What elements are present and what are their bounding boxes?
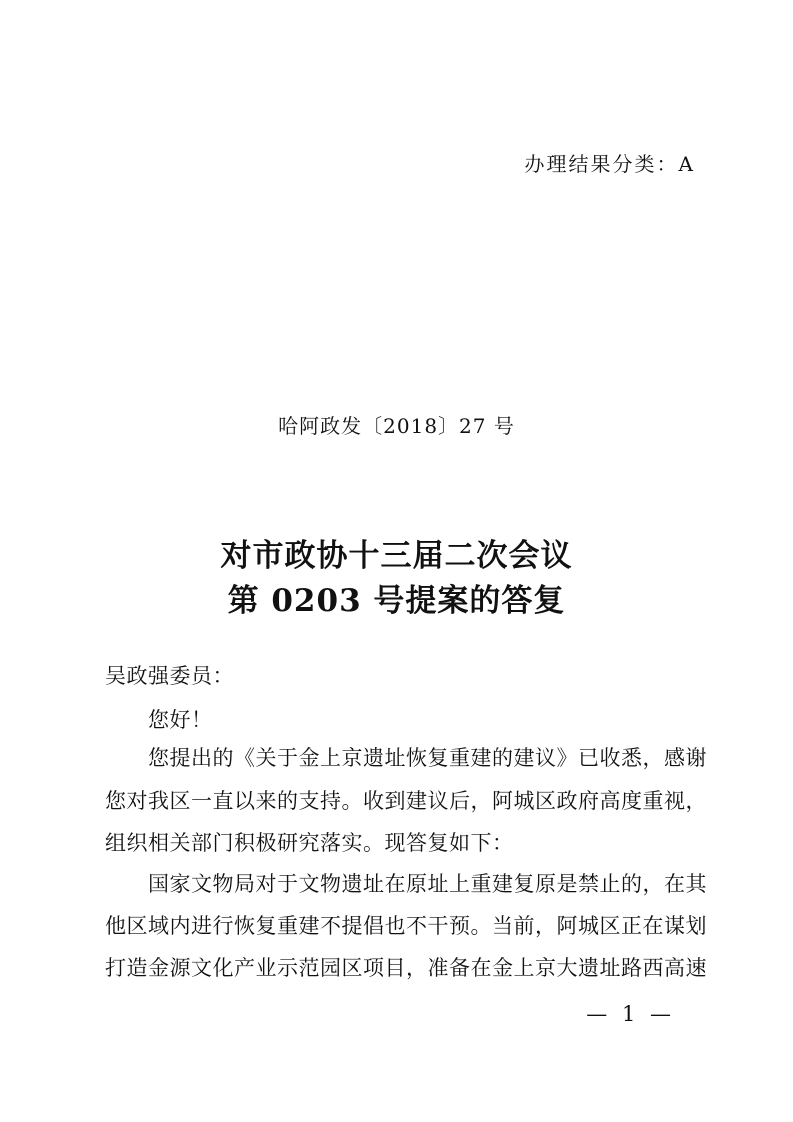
document-title-line-1: 对市政协十三届二次会议 xyxy=(220,538,573,574)
paragraph-line: 国家文物局对于文物遗址在原址上重建复原是禁止的，在其 xyxy=(148,872,707,896)
greeting: 您好！ xyxy=(148,708,213,732)
paragraph-line: 打造金源文化产业示范园区项目，准备在金上京大遗址路西高速 xyxy=(105,956,707,980)
page-number: — 1 — xyxy=(586,1002,675,1026)
document-number: 哈阿政发〔2018〕27 号 xyxy=(278,414,515,438)
paragraph-line: 组织相关部门积极研究落实。现答复如下： xyxy=(105,831,514,855)
document-title-line-2: 第 0203 号提案的答复 xyxy=(227,583,566,619)
paragraph-line: 他区域内进行恢复重建不提倡也不干预。当前，阿城区正在谋划 xyxy=(105,914,707,938)
paragraph-line: 您提出的《关于金上京遗址恢复重建的建议》已收悉，感谢 xyxy=(148,746,707,770)
paragraph-line: 您对我区一直以来的支持。收到建议后，阿城区政府高度重视， xyxy=(105,789,707,813)
result-classification: 办理结果分类：A xyxy=(524,152,695,176)
salutation: 吴政强委员： xyxy=(105,664,234,688)
